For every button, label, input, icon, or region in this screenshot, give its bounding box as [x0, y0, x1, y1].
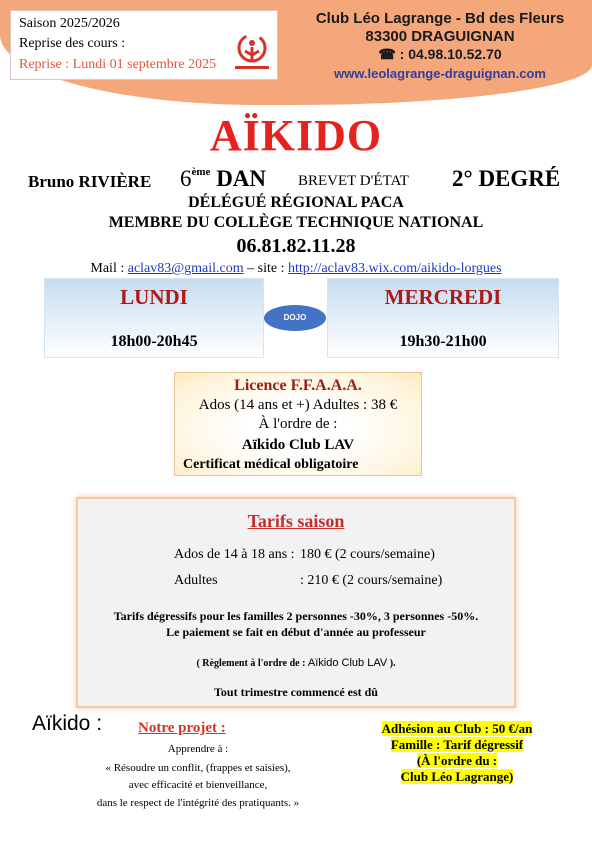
mercredi-box [327, 278, 559, 358]
site-label: – site : [243, 261, 288, 276]
site-link[interactable]: http://aclav83.wix.com/aikido-lorgues [288, 261, 502, 276]
adhesion-line-3: (À l'ordre du : [416, 753, 498, 768]
tarifs-reglement: ( Règlement à l'ordre de : Aïkido Club LAV ). [196, 657, 396, 669]
tarif-adultes-value: : 210 € (2 cours/semaine) [300, 573, 443, 588]
season-label: Saison 2025/2026 [19, 16, 120, 31]
delegue-line: DÉLÉGUÉ RÉGIONAL PACA [188, 194, 404, 211]
licence-price: Ados (14 ans et +) Adultes : 38 € [198, 397, 398, 413]
mail-link[interactable]: aclav83@gmail.com [127, 261, 244, 276]
tarif-adultes-label: Adultes [174, 573, 218, 588]
adhesion-line-2: Famille : Tarif dégressif [390, 737, 524, 752]
membre-line: MEMBRE DU COLLÈGE TECHNIQUE NATIONAL [108, 214, 484, 231]
club-phone: ☎ : 04.98.10.52.70 [378, 46, 502, 62]
teacher-phone: 06.81.82.11.28 [236, 235, 356, 257]
projet-line-3: avec efficacité et bienveillance, [128, 779, 268, 791]
tarif-row-ados [174, 547, 435, 563]
adhesion-line-4: Club Léo Lagrange) [400, 769, 514, 784]
lundi-time: 18h00-20h45 [110, 333, 198, 350]
projet-title: Notre projet : [138, 720, 226, 736]
reprise-date: Reprise : Lundi 01 septembre 2025 [19, 57, 217, 72]
teacher-brevet: BREVET D'ÉTAT [298, 173, 409, 189]
licence-ordre: À l'ordre de : [258, 416, 338, 432]
teacher-dan: 6ème DAN [180, 166, 267, 191]
projet-line-4: dans le respect de l'intégrité des pratiquants. » [96, 797, 300, 809]
teacher-degre: 2° DEGRÉ [452, 166, 561, 191]
page-title: AÏKIDO [209, 111, 383, 160]
tarifs-degressifs: Tarifs dégressifs pour les familles 2 personnes -30%, 3 personnes -50%. [113, 609, 479, 623]
teacher-name: Bruno RIVIÈRE [28, 172, 152, 191]
lundi-label: LUNDI [120, 285, 188, 309]
tarifs-title: Tarifs saison [247, 511, 345, 531]
adhesion-line-1: Adhésion au Club : 50 €/an [381, 721, 533, 736]
licence-box [174, 372, 422, 476]
teacher-line [28, 166, 568, 194]
aikido-label: Aïkido : [32, 712, 103, 735]
mercredi-label: MERCREDI [384, 285, 502, 309]
licence-certificat: Certificat médical obligatoire [183, 457, 359, 472]
club-city: 83300 DRAGUIGNAN [365, 28, 515, 45]
projet-line-2: « Résoudre un conflit, (frappes et saisies), [105, 762, 291, 774]
club-info [300, 10, 580, 81]
lundi-box [44, 278, 264, 358]
contact-line [0, 261, 592, 277]
projet-line-1: Apprendre à : [167, 743, 229, 755]
tarif-ados-label: Ados de 14 à 18 ans : [174, 547, 295, 562]
season-box [10, 10, 278, 80]
mail-label: Mail : [90, 261, 128, 276]
mercredi-time: 19h30-21h00 [399, 333, 487, 350]
club-website-link[interactable]: www.leolagrange-draguignan.com [334, 66, 546, 81]
tarifs-trimestre: Tout trimestre commencé est dû [214, 685, 378, 699]
licence-title: Licence F.F.A.A.A. [234, 377, 362, 394]
club-name: Club Léo Lagrange - Bd des Fleurs [315, 10, 565, 27]
tarifs-paiement: Le paiement se fait en début d'année au professeur [166, 625, 426, 639]
tarif-row-adultes [174, 573, 443, 589]
tarif-ados-value: 180 € (2 cours/semaine) [300, 547, 435, 562]
reprise-label: Reprise des cours : [19, 36, 126, 51]
club-logo-icon [227, 31, 277, 73]
licence-club: Aïkido Club LAV [241, 437, 355, 453]
dojo-badge: DOJO [264, 305, 326, 331]
adhesion-box [352, 721, 562, 785]
tarifs-box [76, 497, 516, 708]
